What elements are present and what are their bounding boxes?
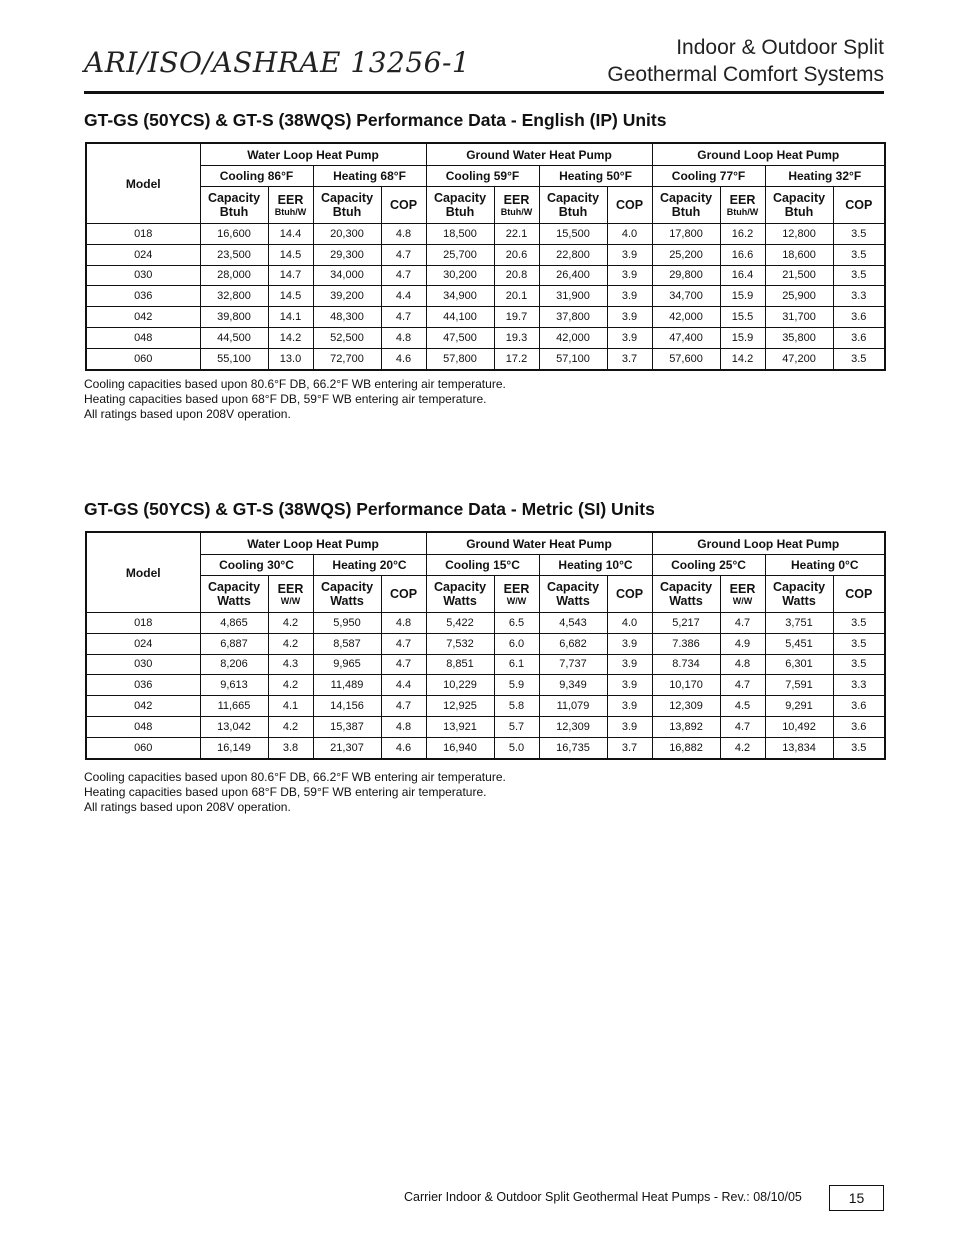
table-cell: 6,682 [539,633,607,654]
table-cell: 25,200 [652,244,720,265]
table-cell: 25,700 [426,244,494,265]
table-cell: 16,600 [200,224,268,245]
eer-label: EER [729,581,756,596]
table-cell: 4.5 [720,696,765,717]
table-cell: 4.6 [381,348,426,369]
capacity-unit: Watts [330,594,364,608]
capacity-unit: Watts [782,594,816,608]
table-cell: 16,882 [652,737,720,758]
table-row [86,224,885,245]
table-cell: 16,940 [426,737,494,758]
capacity-label: Capacity [207,191,261,205]
table-cell: 18,600 [765,244,833,265]
group-header: Water Loop Heat Pump [200,143,426,166]
note-cooling: Cooling capacities based upon 80.6°F DB, 66.2°F WB entering air temperature. [84,770,506,784]
table-cell: 036 [86,286,200,307]
table-cell: 4.8 [381,224,426,245]
cop-header: COP [381,187,426,224]
table-cell: 15.5 [720,307,765,328]
table-cell: 34,000 [313,265,381,286]
eer-unit: W/W [506,595,527,606]
note-heating: Heating capacities based upon 68°F DB, 59°F WB entering air temperature. [84,785,487,799]
condition-header: Heating 32°F [765,166,885,187]
table-cell: 042 [86,307,200,328]
table-cell: 3.9 [607,307,652,328]
table-cell: 15.9 [720,327,765,348]
table-cell: 9,613 [200,675,268,696]
eer-label: EER [277,581,304,596]
capacity-label: Capacity [659,191,713,205]
table-cell: 8,851 [426,654,494,675]
table-cell: 4.7 [720,613,765,634]
note-cooling: Cooling capacities based upon 80.6°F DB, 66.2°F WB entering air temperature. [84,377,506,391]
table-row [86,613,885,634]
table-cell: 3.6 [833,327,885,348]
capacity-header [200,576,268,613]
table-cell: 4.4 [381,675,426,696]
table-cell: 42,000 [539,327,607,348]
capacity-header [313,576,381,613]
table-cell: 47,400 [652,327,720,348]
table-cell: 42,000 [652,307,720,328]
capacity-label: Capacity [320,191,374,205]
table-cell: 7,737 [539,654,607,675]
performance-table-ip [85,142,886,371]
table-cell: 10,170 [652,675,720,696]
eer-unit: Btuh/W [274,206,307,217]
capacity-unit: Btuh [671,205,701,219]
table-cell: 14.1 [268,307,313,328]
capacity-unit: Watts [443,594,477,608]
table-cell: 042 [86,696,200,717]
eer-label: EER [277,192,304,207]
capacity-header [652,187,720,224]
eer-unit: W/W [732,595,753,606]
table-cell: 22,800 [539,244,607,265]
table-cell: 5.8 [494,696,539,717]
document-title: ARI/ISO/ASHRAE 13256-1 [84,46,471,79]
table-cell: 14.5 [268,286,313,307]
table-cell: 21,500 [765,265,833,286]
cop-header: COP [381,576,426,613]
table-cell: 31,900 [539,286,607,307]
eer-header [268,187,313,224]
table-cell: 10,229 [426,675,494,696]
table-cell: 3.5 [833,613,885,634]
table-cell: 5.0 [494,737,539,758]
model-header: Model [86,532,200,613]
table-cell: 12,309 [539,716,607,737]
table-cell: 47,200 [765,348,833,369]
table-cell: 030 [86,265,200,286]
capacity-unit: Watts [217,594,251,608]
group-header: Ground Loop Heat Pump [652,143,885,166]
cop-header: COP [833,187,885,224]
table-cell: 3.6 [833,307,885,328]
table-cell: 28,000 [200,265,268,286]
table-cell: 19.7 [494,307,539,328]
table-cell: 3.7 [607,737,652,758]
table-cell: 4.8 [381,327,426,348]
table-cell: 4.7 [381,244,426,265]
table-row [86,265,885,286]
table-row [86,675,885,696]
capacity-label: Capacity [772,580,826,594]
condition-header: Heating 50°F [539,166,652,187]
table-cell: 72,700 [313,348,381,369]
table-cell: 4.3 [268,654,313,675]
table-cell: 25,900 [765,286,833,307]
table-cell: 3.9 [607,675,652,696]
table-cell: 7,591 [765,675,833,696]
table-cell: 17.2 [494,348,539,369]
table-cell: 4.2 [268,633,313,654]
table-cell: 5.9 [494,675,539,696]
table-cell: 018 [86,224,200,245]
capacity-label: Capacity [546,191,600,205]
table-cell: 20,300 [313,224,381,245]
table-cell: 3.9 [607,696,652,717]
table-cell: 4.7 [381,265,426,286]
eer-header [268,576,313,613]
group-header: Ground Water Heat Pump [426,143,652,166]
table-cell: 3.3 [833,286,885,307]
capacity-unit: Watts [556,594,590,608]
table-row [86,286,885,307]
performance-table-si [85,531,886,760]
document-subtitle [607,34,884,88]
table-cell: 024 [86,633,200,654]
capacity-unit: Btuh [219,205,249,219]
table-cell: 4.2 [268,716,313,737]
table-cell: 5,217 [652,613,720,634]
condition-header: Heating 10°C [539,555,652,576]
table-cell: 20.6 [494,244,539,265]
table-cell: 4.6 [381,737,426,758]
table-cell: 8,206 [200,654,268,675]
table-cell: 12,800 [765,224,833,245]
table-cell: 6,887 [200,633,268,654]
table-cell: 3.9 [607,327,652,348]
eer-label: EER [729,192,756,207]
cop-header: COP [833,576,885,613]
eer-header [494,576,539,613]
capacity-label: Capacity [207,580,261,594]
table-cell: 4.8 [720,654,765,675]
table-cell: 57,800 [426,348,494,369]
table-cell: 9,965 [313,654,381,675]
table-cell: 3.9 [607,633,652,654]
table-cell: 060 [86,737,200,758]
condition-header: Cooling 25°C [652,555,765,576]
table-cell: 3.9 [607,654,652,675]
table-cell: 29,300 [313,244,381,265]
table-cell: 13,042 [200,716,268,737]
table-cell: 34,900 [426,286,494,307]
capacity-header [765,576,833,613]
table-cell: 23,500 [200,244,268,265]
table-cell: 29,800 [652,265,720,286]
table-cell: 16.6 [720,244,765,265]
condition-header: Heating 20°C [313,555,426,576]
table-cell: 47,500 [426,327,494,348]
table-cell: 13,834 [765,737,833,758]
table-cell: 3.7 [607,348,652,369]
eer-unit: Btuh/W [500,206,533,217]
table-cell: 15,387 [313,716,381,737]
table-cell: 12,309 [652,696,720,717]
table-cell: 20.1 [494,286,539,307]
capacity-label: Capacity [320,580,374,594]
table-cell: 5,950 [313,613,381,634]
table-cell: 37,800 [539,307,607,328]
table-cell: 14,156 [313,696,381,717]
table-cell: 3.3 [833,675,885,696]
capacity-unit: Watts [669,594,703,608]
table-cell: 11,079 [539,696,607,717]
table-cell: 048 [86,327,200,348]
table-cell: 4.2 [268,675,313,696]
table-cell: 6.1 [494,654,539,675]
capacity-header [313,187,381,224]
table-cell: 4,865 [200,613,268,634]
table-cell: 22.1 [494,224,539,245]
table-cell: 12,925 [426,696,494,717]
condition-header: Cooling 15°C [426,555,539,576]
table-cell: 4.4 [381,286,426,307]
group-header: Water Loop Heat Pump [200,532,426,555]
cop-header: COP [607,576,652,613]
capacity-header [200,187,268,224]
table-cell: 4.2 [268,613,313,634]
table-cell: 9,291 [765,696,833,717]
table-cell: 4.7 [381,307,426,328]
table-cell: 4.7 [381,633,426,654]
table-cell: 30,200 [426,265,494,286]
table-cell: 5,422 [426,613,494,634]
table-cell: 34,700 [652,286,720,307]
capacity-header [765,187,833,224]
table-cell: 14.7 [268,265,313,286]
capacity-label: Capacity [546,580,600,594]
capacity-unit: Btuh [332,205,362,219]
note-heating: Heating capacities based upon 68°F DB, 59°F WB entering air temperature. [84,392,487,406]
table-row [86,737,885,758]
model-header: Model [86,143,200,224]
table-row [86,716,885,737]
table-cell: 13.0 [268,348,313,369]
table-cell: 4.7 [720,675,765,696]
table-cell: 32,800 [200,286,268,307]
capacity-label: Capacity [433,580,487,594]
note-ratings: All ratings based upon 208V operation. [84,800,291,814]
table-cell: 4.0 [607,613,652,634]
table-cell: 16.2 [720,224,765,245]
table-cell: 3.5 [833,654,885,675]
table-cell: 4.7 [720,716,765,737]
table-cell: 21,307 [313,737,381,758]
table-cell: 18,500 [426,224,494,245]
table-cell: 3.9 [607,265,652,286]
condition-header: Cooling 77°F [652,166,765,187]
section-title-si: GT-GS (50YCS) & GT-S (38WQS) Performance Data - Metric (SI) Units [84,499,655,519]
condition-header: Cooling 86°F [200,166,313,187]
group-header: Ground Water Heat Pump [426,532,652,555]
table-cell: 3.6 [833,716,885,737]
table-cell: 19.3 [494,327,539,348]
table-cell: 3.6 [833,696,885,717]
table-cell: 024 [86,244,200,265]
table-cell: 5,451 [765,633,833,654]
table-cell: 8.734 [652,654,720,675]
table-cell: 3.9 [607,244,652,265]
table-cell: 44,500 [200,327,268,348]
eer-unit: W/W [280,595,301,606]
table-cell: 3.5 [833,265,885,286]
page-number: 15 [829,1185,884,1211]
table-cell: 4.2 [720,737,765,758]
table-row [86,244,885,265]
table-cell: 4.9 [720,633,765,654]
table-cell: 060 [86,348,200,369]
eer-header [720,187,765,224]
eer-label: EER [503,581,530,596]
table-cell: 17,800 [652,224,720,245]
eer-label: EER [503,192,530,207]
table-cell: 018 [86,613,200,634]
table-cell: 3.5 [833,633,885,654]
table-cell: 4,543 [539,613,607,634]
table-cell: 3.5 [833,244,885,265]
table-cell: 14.4 [268,224,313,245]
table-row [86,633,885,654]
table-row [86,696,885,717]
table-cell: 030 [86,654,200,675]
footer-text: Carrier Indoor & Outdoor Split Geothermal Heat Pumps - Rev.: 08/10/05 [404,1190,802,1204]
note-ratings: All ratings based upon 208V operation. [84,407,291,421]
table-cell: 39,800 [200,307,268,328]
table-cell: 3.9 [607,716,652,737]
eer-header [494,187,539,224]
table-row [86,348,885,369]
table-cell: 16,735 [539,737,607,758]
table-cell: 6,301 [765,654,833,675]
capacity-unit: Btuh [445,205,475,219]
table-cell: 036 [86,675,200,696]
table-cell: 16,149 [200,737,268,758]
table-cell: 48,300 [313,307,381,328]
table-cell: 39,200 [313,286,381,307]
table-cell: 8,587 [313,633,381,654]
table-cell: 6.5 [494,613,539,634]
table-cell: 44,100 [426,307,494,328]
table-cell: 13,892 [652,716,720,737]
table-cell: 11,665 [200,696,268,717]
table-cell: 14.2 [720,348,765,369]
table-cell: 9,349 [539,675,607,696]
capacity-header [539,576,607,613]
table-cell: 7.386 [652,633,720,654]
capacity-unit: Btuh [784,205,814,219]
capacity-label: Capacity [659,580,713,594]
table-row [86,307,885,328]
subtitle-line-2: Geothermal Comfort Systems [607,63,884,86]
table-cell: 3.5 [833,737,885,758]
cop-header: COP [607,187,652,224]
table-row [86,654,885,675]
subtitle-line-1: Indoor & Outdoor Split [676,36,884,59]
capacity-header [426,187,494,224]
table-cell: 55,100 [200,348,268,369]
table-cell: 15.9 [720,286,765,307]
table-cell: 4.1 [268,696,313,717]
table-row [86,327,885,348]
table-cell: 14.5 [268,244,313,265]
table-cell: 10,492 [765,716,833,737]
capacity-header [426,576,494,613]
capacity-label: Capacity [772,191,826,205]
section-title-ip: GT-GS (50YCS) & GT-S (38WQS) Performance Data - English (IP) Units [84,110,667,130]
table-cell: 3.5 [833,348,885,369]
table-cell: 52,500 [313,327,381,348]
notes-ip [84,377,506,422]
table-cell: 4.7 [381,654,426,675]
table-cell: 7,532 [426,633,494,654]
capacity-label: Capacity [433,191,487,205]
table-cell: 35,800 [765,327,833,348]
table-cell: 3.5 [833,224,885,245]
table-cell: 4.8 [381,716,426,737]
header-rule [84,91,884,94]
capacity-header [652,576,720,613]
condition-header: Cooling 30°C [200,555,313,576]
condition-header: Heating 0°C [765,555,885,576]
table-cell: 048 [86,716,200,737]
table-cell: 3,751 [765,613,833,634]
table-cell: 57,600 [652,348,720,369]
table-cell: 14.2 [268,327,313,348]
table-cell: 4.7 [381,696,426,717]
table-cell: 5.7 [494,716,539,737]
table-cell: 15,500 [539,224,607,245]
capacity-header [539,187,607,224]
group-header: Ground Loop Heat Pump [652,532,885,555]
table-cell: 4.0 [607,224,652,245]
capacity-unit: Btuh [558,205,588,219]
notes-si [84,770,506,815]
table-cell: 20.8 [494,265,539,286]
table-cell: 3.9 [607,286,652,307]
table-cell: 57,100 [539,348,607,369]
table-cell: 31,700 [765,307,833,328]
table-cell: 26,400 [539,265,607,286]
table-cell: 16.4 [720,265,765,286]
eer-unit: Btuh/W [726,206,759,217]
table-cell: 13,921 [426,716,494,737]
table-cell: 6.0 [494,633,539,654]
table-cell: 4.8 [381,613,426,634]
table-cell: 3.8 [268,737,313,758]
eer-header [720,576,765,613]
condition-header: Heating 68°F [313,166,426,187]
table-cell: 11,489 [313,675,381,696]
condition-header: Cooling 59°F [426,166,539,187]
